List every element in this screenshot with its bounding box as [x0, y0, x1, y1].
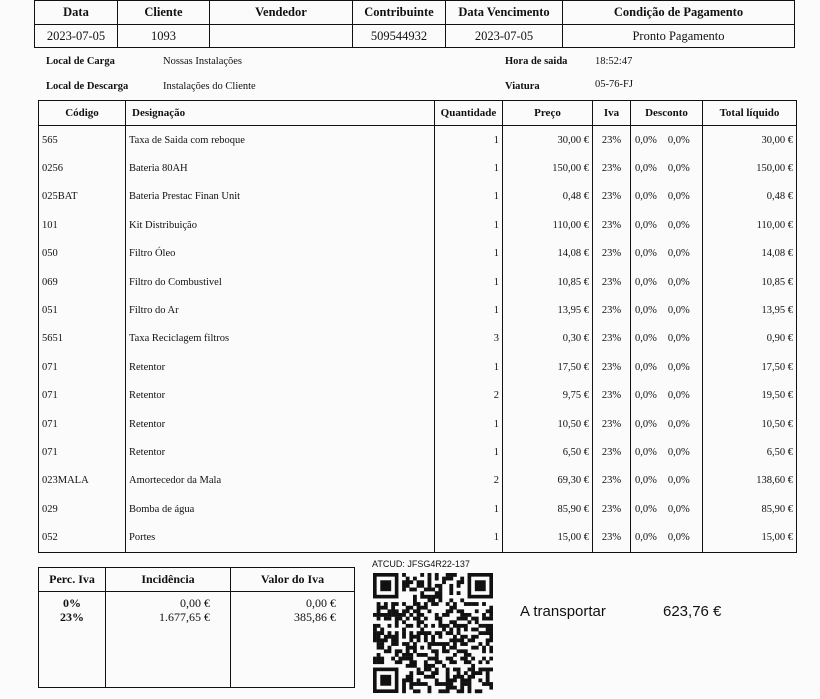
item-preco: 0,30 € [503, 325, 593, 353]
item-desconto-cell [631, 126, 703, 155]
table-row [39, 467, 797, 495]
item-codigo: 101 [39, 211, 126, 239]
item-total: 10,50 € [703, 410, 797, 438]
item-quantidade: 1 [435, 495, 503, 523]
item-total: 0,48 € [703, 183, 797, 211]
item-desconto-2: 0,0% [667, 219, 690, 231]
item-designacao: Filtro do Ar [126, 296, 435, 324]
hora-saida-value: 18:52:47 [595, 56, 633, 67]
vat-incidencia: 0,00 € [180, 596, 210, 610]
qr-code-icon [373, 573, 493, 695]
item-designacao: Bomba de água [126, 495, 435, 523]
item-iva: 23% [593, 268, 631, 296]
items-col-codigo: Código [39, 101, 126, 126]
item-desconto-2: 0,0% [667, 361, 690, 373]
viatura-label: Viatura [505, 81, 540, 92]
vat-col-incidencia: Incidência [106, 568, 231, 592]
item-total: 17,50 € [703, 353, 797, 381]
item-total: 150,00 € [703, 154, 797, 182]
item-preco: 0,48 € [503, 183, 593, 211]
item-preco: 6,50 € [503, 438, 593, 466]
item-desconto-2: 0,0% [667, 532, 690, 544]
items-col-preco: Preço [503, 101, 593, 126]
local-carga-label: Local de Carga [46, 56, 115, 67]
item-desconto-2: 0,0% [667, 163, 690, 175]
item-preco: 13,95 € [503, 296, 593, 324]
item-quantidade: 1 [435, 353, 503, 381]
item-desconto-1: 0,0% [635, 333, 657, 345]
table-row [39, 154, 797, 182]
item-total: 14,08 € [703, 240, 797, 268]
carry-forward-label: A transportar [520, 603, 606, 620]
item-desconto-1: 0,0% [635, 305, 657, 317]
item-designacao: Taxa Reciclagem filtros [126, 325, 435, 353]
item-quantidade: 1 [435, 410, 503, 438]
item-iva: 23% [593, 126, 631, 155]
item-designacao: Retentor [126, 353, 435, 381]
item-desconto-1: 0,0% [635, 276, 657, 288]
header-value-data: 2023-07-05 [35, 25, 118, 48]
items-col-total-liquido: Total líquido [703, 101, 797, 126]
item-desconto-1: 0,0% [635, 361, 657, 373]
table-row [39, 523, 797, 552]
item-desconto-cell [631, 523, 703, 552]
header-value-vendedor [210, 25, 353, 48]
item-quantidade: 1 [435, 296, 503, 324]
items-col-iva: Iva [593, 101, 631, 126]
table-row [39, 353, 797, 381]
item-total: 0,90 € [703, 325, 797, 353]
item-desconto-1: 0,0% [635, 418, 657, 430]
vat-valor: 0,00 € [306, 596, 336, 610]
item-desconto-2: 0,0% [667, 276, 690, 288]
item-designacao: Retentor [126, 382, 435, 410]
item-iva: 23% [593, 382, 631, 410]
item-quantidade: 3 [435, 325, 503, 353]
table-row [39, 126, 797, 155]
item-desconto-1: 0,0% [635, 390, 657, 402]
item-codigo: 071 [39, 353, 126, 381]
item-total: 138,60 € [703, 467, 797, 495]
items-col-desconto: Desconto [631, 101, 703, 126]
item-designacao: Amortecedor da Mala [126, 467, 435, 495]
item-iva: 23% [593, 410, 631, 438]
item-codigo: 071 [39, 410, 126, 438]
item-desconto-cell [631, 410, 703, 438]
header-col-cliente: Cliente [118, 1, 210, 25]
item-preco: 69,30 € [503, 467, 593, 495]
header-value-cliente: 1093 [118, 25, 210, 48]
table-row [39, 296, 797, 324]
item-total: 85,90 € [703, 495, 797, 523]
items-body [39, 126, 797, 553]
item-desconto-cell [631, 382, 703, 410]
item-preco: 110,00 € [503, 211, 593, 239]
item-codigo: 0256 [39, 154, 126, 182]
item-preco: 150,00 € [503, 154, 593, 182]
vat-perc-cell [39, 592, 106, 688]
item-iva: 23% [593, 183, 631, 211]
item-desconto-2: 0,0% [667, 191, 690, 203]
item-desconto-cell [631, 325, 703, 353]
item-designacao: Taxa de Saida com reboque [126, 126, 435, 155]
item-total: 19,50 € [703, 382, 797, 410]
item-total: 10,85 € [703, 268, 797, 296]
item-desconto-cell [631, 183, 703, 211]
item-designacao: Bateria Prestac Finan Unit [126, 183, 435, 211]
item-desconto-cell [631, 154, 703, 182]
vat-incidencia: 1.677,65 € [159, 610, 210, 624]
item-quantidade: 1 [435, 268, 503, 296]
vat-perc: 23% [60, 610, 84, 624]
table-row [39, 211, 797, 239]
vat-col-perc: Perc. Iva [39, 568, 106, 592]
item-designacao: Filtro Óleo [126, 240, 435, 268]
item-codigo: 029 [39, 495, 126, 523]
item-quantidade: 1 [435, 438, 503, 466]
viatura-value: 05-76-FJ [595, 79, 633, 90]
item-preco: 30,00 € [503, 126, 593, 155]
item-codigo: 069 [39, 268, 126, 296]
item-desconto-cell [631, 240, 703, 268]
local-descarga-label: Local de Descarga [46, 81, 129, 92]
header-col-condicao-pagamento: Condição de Pagamento [563, 1, 795, 25]
item-quantidade: 1 [435, 523, 503, 552]
header-col-vendedor: Vendedor [210, 1, 353, 25]
item-designacao: Kit Distribuição [126, 211, 435, 239]
table-row [39, 438, 797, 466]
header-value-data-vencimento: 2023-07-05 [446, 25, 563, 48]
item-desconto-2: 0,0% [667, 390, 690, 402]
item-desconto-1: 0,0% [635, 163, 657, 175]
item-iva: 23% [593, 523, 631, 552]
item-desconto-2: 0,0% [667, 248, 690, 260]
item-codigo: 565 [39, 126, 126, 155]
item-desconto-cell [631, 353, 703, 381]
item-quantidade: 2 [435, 467, 503, 495]
table-row [39, 240, 797, 268]
item-preco: 14,08 € [503, 240, 593, 268]
item-total: 6,50 € [703, 438, 797, 466]
item-iva: 23% [593, 211, 631, 239]
item-iva: 23% [593, 240, 631, 268]
item-desconto-2: 0,0% [667, 134, 690, 146]
vat-valor-cell [231, 592, 355, 688]
item-desconto-cell [631, 268, 703, 296]
item-preco: 85,90 € [503, 495, 593, 523]
item-designacao: Filtro do Combustivel [126, 268, 435, 296]
item-desconto-cell [631, 296, 703, 324]
item-desconto-2: 0,0% [667, 475, 690, 487]
item-preco: 10,50 € [503, 410, 593, 438]
local-descarga-value: Instalações do Cliente [163, 81, 256, 92]
item-codigo: 023MALA [39, 467, 126, 495]
item-desconto-1: 0,0% [635, 446, 657, 458]
vat-perc: 0% [63, 596, 81, 610]
vat-incidencia-cell [106, 592, 231, 688]
item-iva: 23% [593, 495, 631, 523]
vat-col-valor: Valor do Iva [231, 568, 355, 592]
item-codigo: 051 [39, 296, 126, 324]
item-preco: 15,00 € [503, 523, 593, 552]
local-carga-value: Nossas Instalações [163, 56, 243, 67]
item-desconto-cell [631, 467, 703, 495]
item-iva: 23% [593, 467, 631, 495]
item-desconto-2: 0,0% [667, 446, 690, 458]
item-desconto-1: 0,0% [635, 248, 657, 260]
atcud-code: ATCUD: JFSG4R22-137 [372, 559, 470, 569]
item-desconto-2: 0,0% [667, 305, 690, 317]
items-col-quantidade: Quantidade [435, 101, 503, 126]
item-designacao: Portes [126, 523, 435, 552]
table-row [39, 268, 797, 296]
item-total: 110,00 € [703, 211, 797, 239]
item-desconto-1: 0,0% [635, 134, 657, 146]
item-codigo: 5651 [39, 325, 126, 353]
invoice-header-table [34, 0, 795, 48]
header-col-data: Data [35, 1, 118, 25]
header-col-contribuinte: Contribuinte [353, 1, 446, 25]
item-desconto-2: 0,0% [667, 333, 690, 345]
item-codigo: 071 [39, 438, 126, 466]
item-preco: 9,75 € [503, 382, 593, 410]
item-preco: 10,85 € [503, 268, 593, 296]
item-total: 30,00 € [703, 126, 797, 155]
item-total: 15,00 € [703, 523, 797, 552]
vat-summary-table [38, 567, 355, 688]
item-desconto-cell [631, 495, 703, 523]
table-row [39, 382, 797, 410]
item-codigo: 071 [39, 382, 126, 410]
item-desconto-2: 0,0% [667, 503, 690, 515]
item-desconto-1: 0,0% [635, 219, 657, 231]
item-desconto-1: 0,0% [635, 532, 657, 544]
table-row [39, 410, 797, 438]
item-desconto-1: 0,0% [635, 191, 657, 203]
vat-valor: 385,86 € [294, 610, 336, 624]
items-col-designacao: Designação [126, 101, 435, 126]
item-iva: 23% [593, 325, 631, 353]
header-value-condicao-pagamento: Pronto Pagamento [563, 25, 795, 48]
item-total: 13,95 € [703, 296, 797, 324]
table-row [39, 325, 797, 353]
item-iva: 23% [593, 296, 631, 324]
item-quantidade: 1 [435, 154, 503, 182]
item-codigo: 052 [39, 523, 126, 552]
item-quantidade: 2 [435, 382, 503, 410]
item-iva: 23% [593, 438, 631, 466]
item-iva: 23% [593, 154, 631, 182]
item-designacao: Bateria 80AH [126, 154, 435, 182]
item-desconto-cell [631, 211, 703, 239]
item-designacao: Retentor [126, 438, 435, 466]
carry-forward-value: 623,76 € [663, 603, 722, 620]
header-value-contribuinte: 509544932 [353, 25, 446, 48]
table-row [39, 183, 797, 211]
item-preco: 17,50 € [503, 353, 593, 381]
header-col-data-vencimento: Data Vencimento [446, 1, 563, 25]
item-iva: 23% [593, 353, 631, 381]
hora-saida-label: Hora de saida [505, 56, 568, 67]
item-desconto-2: 0,0% [667, 418, 690, 430]
item-quantidade: 1 [435, 126, 503, 155]
item-codigo: 025BAT [39, 183, 126, 211]
item-designacao: Retentor [126, 410, 435, 438]
item-quantidade: 1 [435, 211, 503, 239]
item-quantidade: 1 [435, 183, 503, 211]
item-desconto-1: 0,0% [635, 475, 657, 487]
table-row [39, 495, 797, 523]
item-quantidade: 1 [435, 240, 503, 268]
item-desconto-cell [631, 438, 703, 466]
items-table [38, 100, 797, 553]
item-desconto-1: 0,0% [635, 503, 657, 515]
item-codigo: 050 [39, 240, 126, 268]
